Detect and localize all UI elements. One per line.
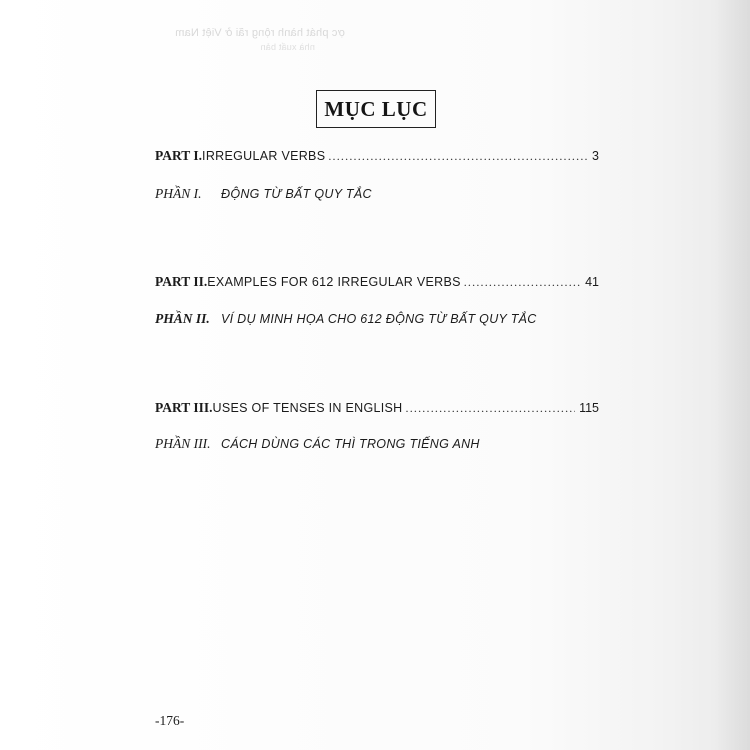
toc-leader-dots xyxy=(406,401,576,416)
bleed-through-line-1: ợc phát hành rộng rãi ở Việt Nam xyxy=(175,27,345,39)
toc-page-number: 41 xyxy=(585,275,599,289)
bleed-through-text xyxy=(175,26,345,54)
toc-entry-part-1-en xyxy=(155,148,599,164)
page-title: MỤC LỤC xyxy=(324,96,428,121)
toc-part-title-vi: ĐỘNG TỪ BẤT QUY TẮC xyxy=(221,187,372,201)
toc-part-title: EXAMPLES FOR 612 IRREGULAR VERBS xyxy=(207,275,461,289)
toc-part-title-vi: VÍ DỤ MINH HỌA CHO 612 ĐỘNG TỪ BẤT QUY TẮC xyxy=(221,312,537,326)
toc-page-number: 115 xyxy=(579,401,599,415)
toc-entry-part-3-vi xyxy=(155,436,480,452)
toc-entry-part-1-vi xyxy=(155,186,372,202)
page-shadow-edge xyxy=(714,0,750,750)
toc-page-number: 3 xyxy=(592,149,599,163)
toc-part-title: IRREGULAR VERBS xyxy=(202,149,326,163)
toc-part-label: PART III. xyxy=(155,400,213,415)
toc-leader-dots xyxy=(464,275,581,290)
page-number-footer: -176- xyxy=(155,713,185,728)
toc-part-title-vi: CÁCH DÙNG CÁC THÌ TRONG TIẾNG ANH xyxy=(221,437,480,451)
toc-part-title: USES OF TENSES IN ENGLISH xyxy=(212,401,403,415)
toc-entry-part-2-vi xyxy=(155,311,537,327)
bleed-through-line-2: nhà xuất bản xyxy=(260,42,315,52)
table-of-contents-title-box xyxy=(316,90,436,128)
toc-part-label-vi: PHẦN I. xyxy=(155,186,202,201)
toc-part-label: PART I. xyxy=(155,148,203,163)
toc-part-label: PART II. xyxy=(155,274,208,289)
toc-entry-part-2-en xyxy=(155,274,599,290)
toc-leader-dots xyxy=(328,149,588,164)
toc-part-label-vi: PHẦN III. xyxy=(155,436,211,451)
toc-part-label-vi: PHẦN II. xyxy=(155,311,210,326)
toc-entry-part-3-en xyxy=(155,400,599,416)
